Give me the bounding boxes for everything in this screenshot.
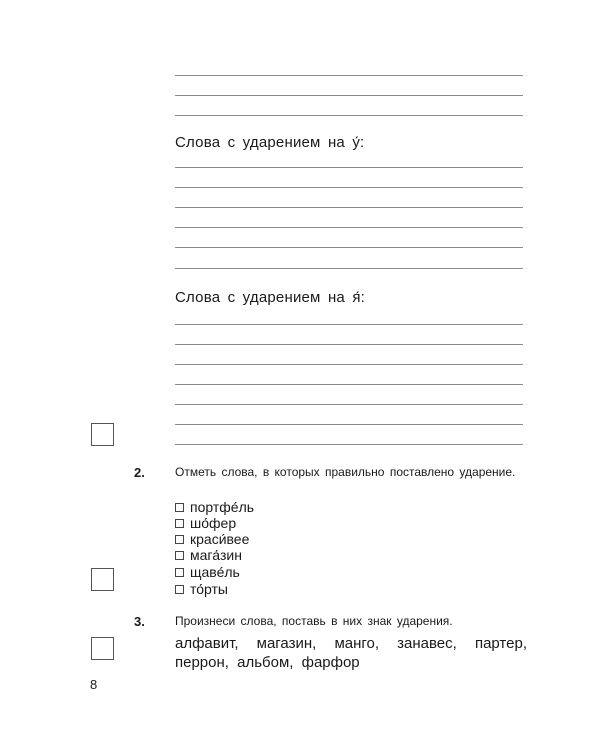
option-label: щаве́ль [190, 564, 240, 580]
page-number: 8 [90, 677, 98, 692]
writing-line[interactable] [175, 268, 523, 269]
heading-stress-ya: Слова с ударением на я́: [175, 289, 366, 306]
writing-line[interactable] [175, 384, 523, 385]
task-2-instruction: Отметь слова, в которых правильно поставлено ударение. [175, 465, 516, 479]
writing-line[interactable] [175, 75, 523, 76]
task-2-number: 2. [134, 465, 145, 480]
option-label: то́рты [190, 581, 228, 597]
writing-line[interactable] [175, 115, 523, 116]
writing-line[interactable] [175, 424, 523, 425]
task-2-option[interactable] [175, 499, 254, 515]
writing-line[interactable] [175, 344, 523, 345]
checkbox[interactable] [175, 519, 184, 528]
writing-line[interactable] [175, 364, 523, 365]
checkbox[interactable] [175, 535, 184, 544]
checkbox[interactable] [175, 503, 184, 512]
task-2-option[interactable] [175, 547, 242, 563]
writing-line[interactable] [175, 444, 523, 445]
score-box-1[interactable] [91, 423, 114, 446]
writing-line[interactable] [175, 247, 523, 248]
checkbox[interactable] [175, 551, 184, 560]
task-2-option[interactable] [175, 564, 240, 580]
task-2-option[interactable] [175, 531, 249, 547]
task-3-instruction: Произнеси слова, поставь в них знак ударения. [175, 614, 453, 628]
task-3-words: алфавит, магазин, манго, занавес, партер, перрон, альбом, фарфор [175, 635, 527, 671]
score-box-3[interactable] [91, 637, 114, 660]
task-2-option[interactable] [175, 515, 236, 531]
writing-line[interactable] [175, 404, 523, 405]
task-2-option[interactable] [175, 581, 228, 597]
writing-line[interactable] [175, 167, 523, 168]
writing-line[interactable] [175, 227, 523, 228]
writing-line[interactable] [175, 187, 523, 188]
writing-line[interactable] [175, 324, 523, 325]
option-label: портфе́ль [190, 499, 255, 515]
writing-line[interactable] [175, 95, 523, 96]
checkbox[interactable] [175, 585, 184, 594]
option-label: мага́зин [190, 547, 242, 563]
heading-stress-u: Слова с ударением на у́: [175, 134, 365, 151]
writing-line[interactable] [175, 207, 523, 208]
task-3-number: 3. [134, 614, 145, 629]
option-label: шо́фер [190, 515, 237, 531]
score-box-2[interactable] [91, 568, 114, 591]
checkbox[interactable] [175, 568, 184, 577]
option-label: краси́вее [190, 531, 250, 547]
